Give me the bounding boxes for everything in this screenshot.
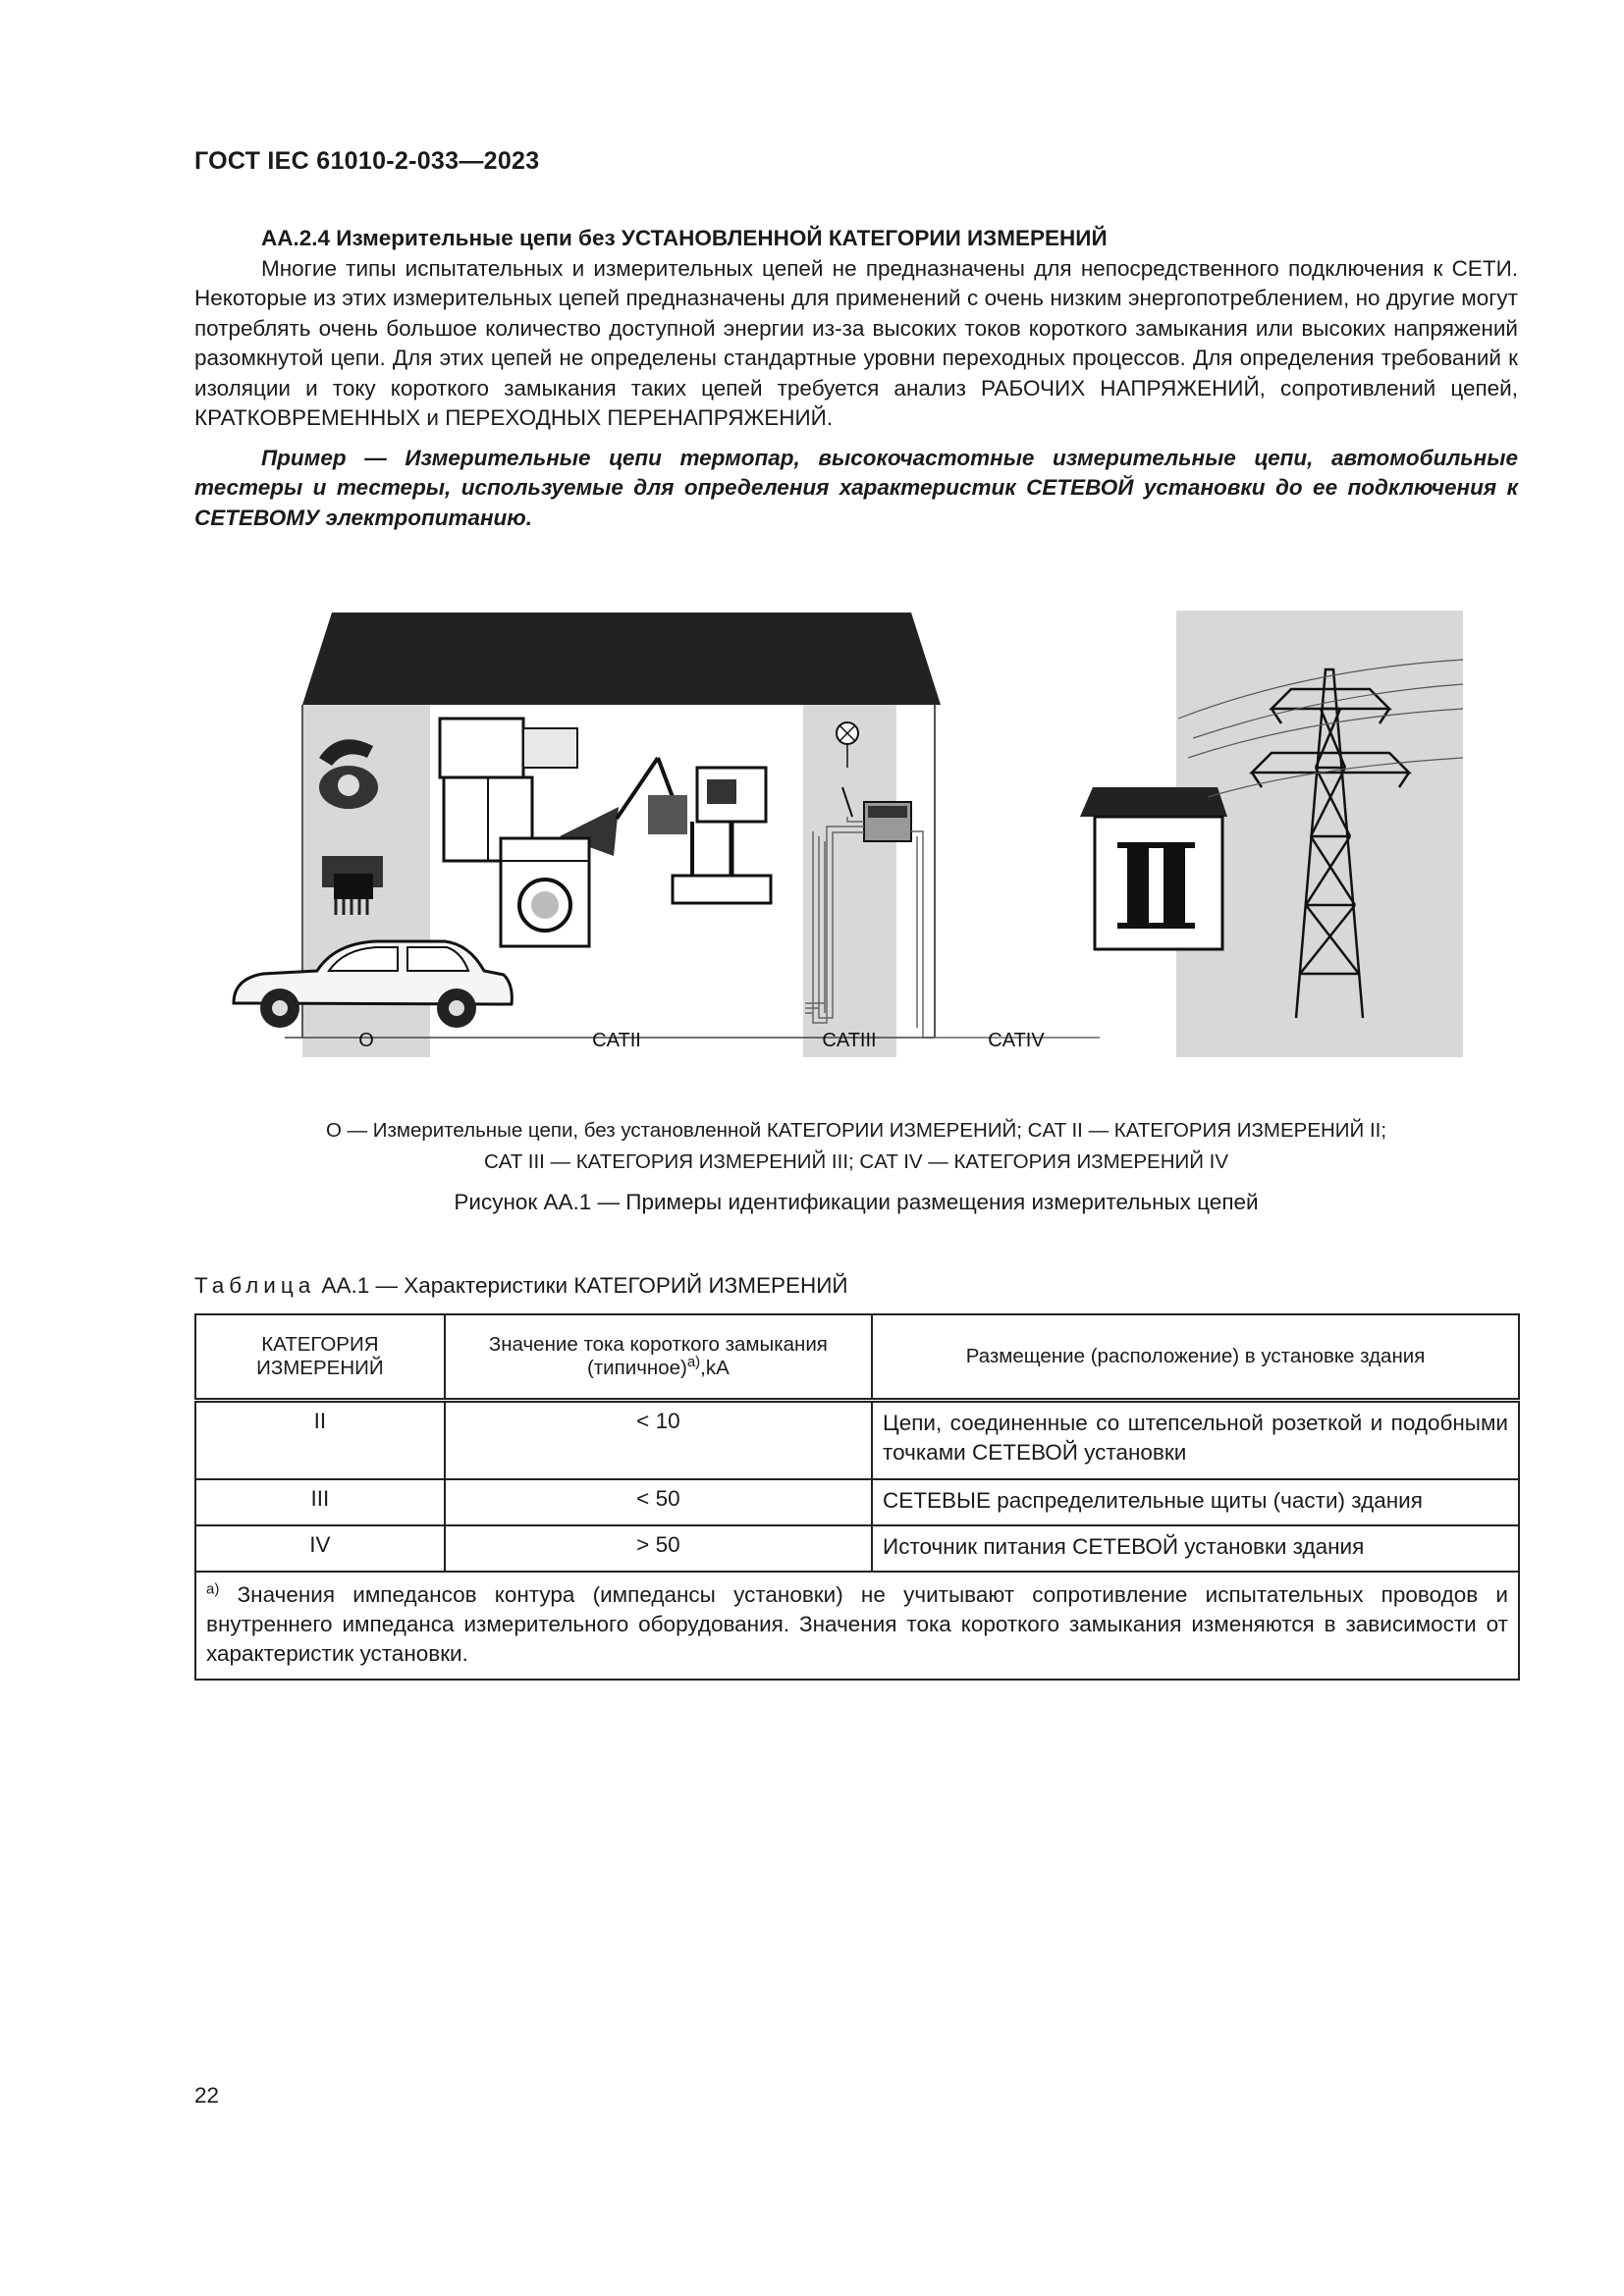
zone-label-cat4: CATIV: [988, 1030, 1045, 1051]
page-number: 22: [194, 2083, 220, 2108]
figure-caption: Рисунок АА.1 — Примеры идентификации размещения измерительных цепей: [454, 1190, 1259, 1214]
table-row: [195, 1401, 1519, 1479]
distribution-panel-icon: [864, 802, 911, 841]
zone-label-o: O: [358, 1030, 374, 1051]
header-location: Размещение (расположение) в установке здания: [872, 1314, 1519, 1401]
section-paragraph: Многие типы испытательных и измерительных цепей не предназначены для непосредственного подключения к СЕТИ. Некоторые из этих измерительных цепей предназначены для применений с очень низким энергопотреблением, но другие могут потреблять очень большое количество доступной энергии из-за высоких токов короткого замыкания или высоких напряжений разомкнутой цепи. Для этих цепей не определены стандартные уровни переходных процессов. Для определения требований к изоляции и току короткого замыкания таких цепей требуется анализ РАБОЧИХ НАПРЯЖЕНИЙ, сопротивлений цепей, КРАТКОВРЕМЕННЫХ и ПЕРЕХОДНЫХ ПЕРЕНАПРЯЖЕНИЙ.: [194, 255, 1518, 430]
cell-current: < 10: [445, 1401, 872, 1479]
figure-aa-1: [226, 611, 1463, 1062]
substation-icon: [1080, 787, 1227, 949]
table-title: [194, 1273, 848, 1299]
house-roof: [302, 613, 941, 705]
measurement-categories-table: [194, 1313, 1520, 1681]
standard-header: ГОСТ IEC 61010-2-033—2023: [194, 147, 540, 175]
zone-cat3-background: [803, 704, 896, 1057]
zone-label-cat2: CATII: [592, 1030, 641, 1051]
table-row: [195, 1525, 1519, 1572]
cell-location: СЕТЕВЫЕ распределительные щиты (части) здания: [872, 1479, 1519, 1525]
cell-location: Источник питания СЕТЕВОЙ установки здания: [872, 1525, 1519, 1572]
figure-legend-line-1: O — Измерительные цепи, без установленной КАТЕГОРИИ ИЗМЕРЕНИЙ; CAT II — КАТЕГОРИЯ ИЗМЕРЕНИЙ II;: [325, 1119, 1387, 1142]
cell-current: > 50: [445, 1525, 872, 1572]
washing-machine-icon: [501, 838, 589, 946]
figure-legend: [194, 1115, 1518, 1178]
cell-location: Цепи, соединенные со штепсельной розеткой и подобными точками СЕТЕВОЙ установки: [872, 1401, 1519, 1479]
cell-category: III: [195, 1479, 445, 1525]
cell-category: IV: [195, 1525, 445, 1572]
table-title-prefix: Таблица: [194, 1273, 316, 1298]
table-footnote-row: [195, 1572, 1519, 1680]
section-aa-2-4: [194, 224, 1518, 533]
section-title: АА.2.4 Измерительные цепи без УСТАНОВЛЕННОЙ КАТЕГОРИИ ИЗМЕРЕНИЙ: [261, 226, 1108, 250]
telephone-icon: [319, 739, 378, 809]
header-category: КАТЕГОРИЯ ИЗМЕРЕНИЙ: [195, 1314, 445, 1401]
figure-illustration: [226, 611, 1463, 1062]
drill-press-icon: [673, 768, 771, 903]
header-short-circuit-current: Значение тока короткого замыкания (типичное)$^{а)}$,kA: [445, 1314, 872, 1401]
cell-category: II: [195, 1401, 445, 1479]
table-title-text: АА.1 — Характеристики КАТЕГОРИЙ ИЗМЕРЕНИЙ: [315, 1273, 848, 1298]
zone-label-cat3: CATIII: [822, 1030, 877, 1051]
cell-current: < 50: [445, 1479, 872, 1525]
figure-legend-line-2: CAT III — КАТЕГОРИЯ ИЗМЕРЕНИЙ III; CAT IV — КАТЕГОРИЯ ИЗМЕРЕНИЙ IV: [483, 1150, 1229, 1173]
table-row: [195, 1479, 1519, 1525]
section-example: Пример — Измерительные цепи термопар, высокочастотные измерительные цепи, автомобильные тестеры и тестеры, используемые для определения характеристик СЕТЕВОЙ установки до ее подключения к СЕТЕВОМУ электропитанию.: [194, 445, 1518, 530]
table-footnote: $^{а)}$ Значения импедансов контура (импедансы установки) не учитывают сопротивление испытательных проводов и внутреннего импеданса измерительного оборудования. Значения тока короткого замыкания изменяются в зависимости от характеристик установки.: [195, 1572, 1519, 1680]
